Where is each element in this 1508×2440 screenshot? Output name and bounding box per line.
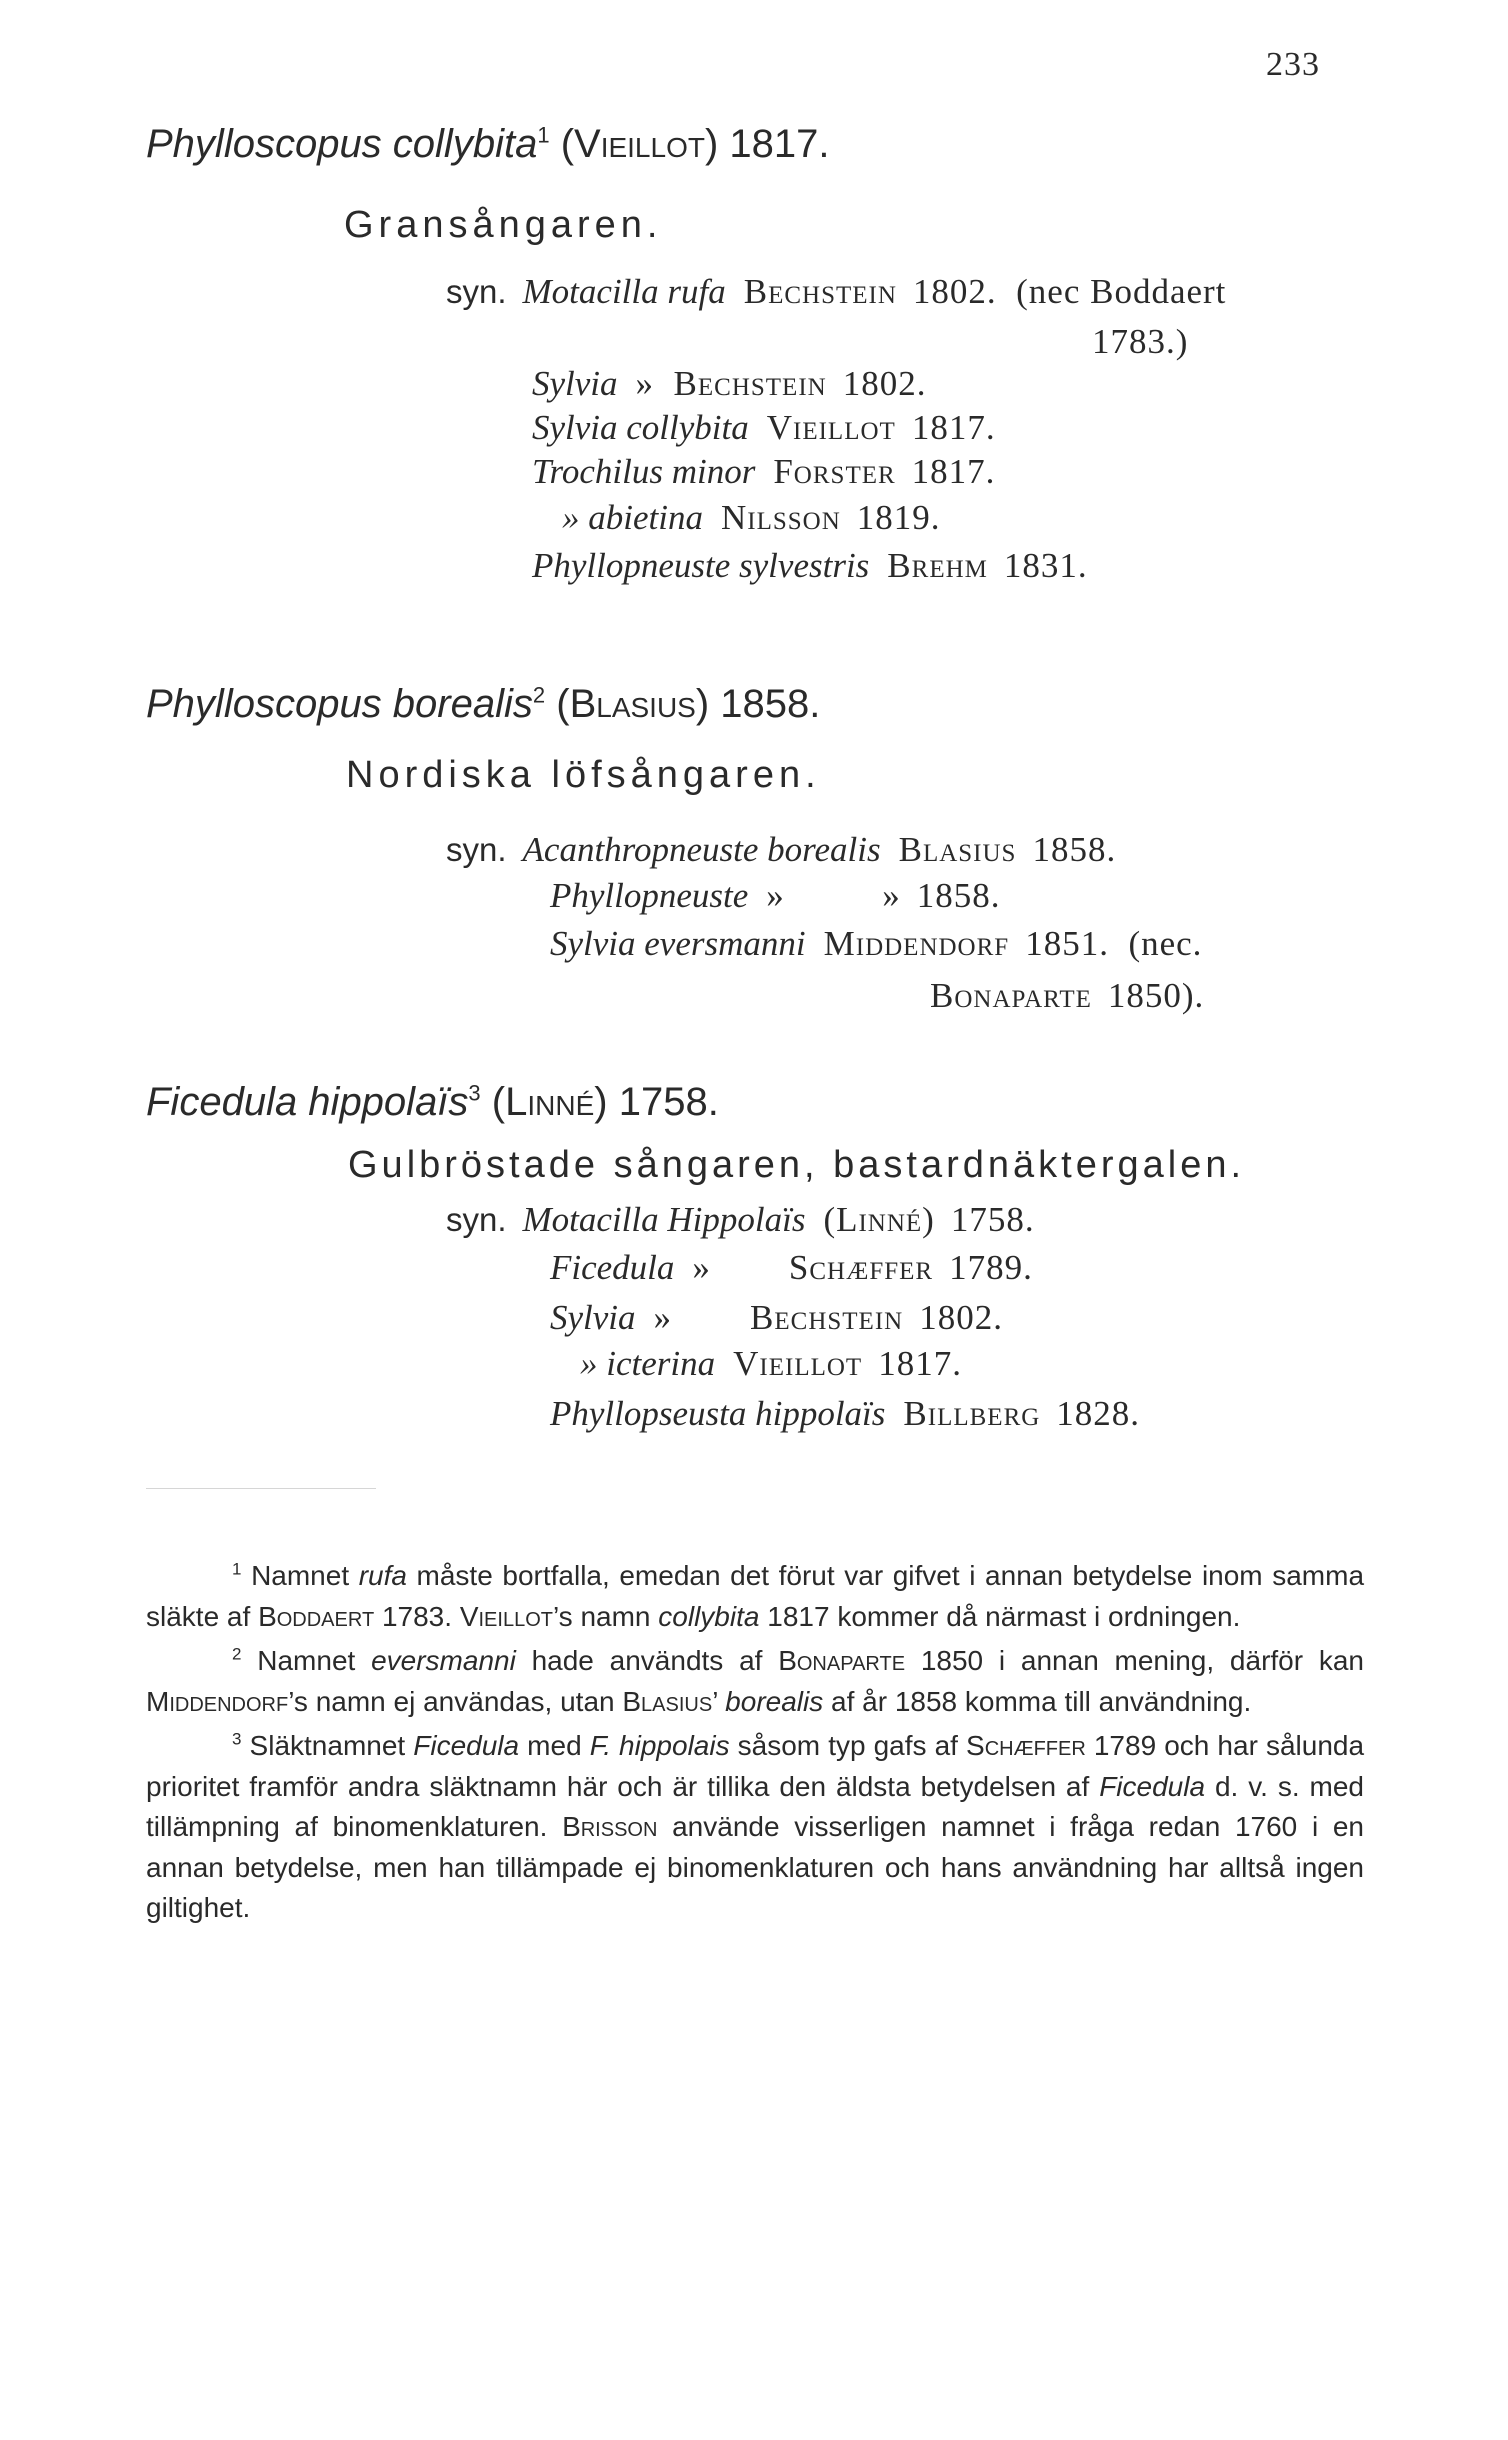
footnote-ref: 2 <box>532 682 546 708</box>
synonym-line <box>550 1394 1140 1434</box>
synonym-line <box>550 1298 1003 1338</box>
synonym-line <box>562 498 941 538</box>
synonym-author: Forster <box>773 452 896 491</box>
synonym-line <box>532 364 926 404</box>
common-name: Gransångaren. <box>344 204 663 246</box>
synonym-name: Phyllopneuste <box>550 876 749 915</box>
synonym-name: Motacilla rufa <box>522 272 726 311</box>
synonym-name: Motacilla Hippolaïs <box>522 1200 806 1239</box>
synonym-author: Vieillot <box>733 1344 863 1383</box>
synonym-name: Phyllopseusta hippolaïs <box>550 1394 886 1433</box>
synonym-year: 1802. <box>842 364 927 403</box>
footnote-text: måste bortfalla, emedan det förut var gifvet i annan betydelse inom samma släkte af <box>146 1560 1365 1632</box>
footnote-text: Ficedula <box>413 1730 520 1761</box>
footnote-text: F. hippolais <box>589 1730 730 1761</box>
footnote-text: Vieillot <box>459 1600 553 1632</box>
footnote-divider <box>146 1488 376 1489</box>
footnote-text: Brisson <box>562 1811 658 1842</box>
synonym-author: » Bechstein <box>635 364 827 403</box>
footnote-text: 1817 kommer då närmast i ordningen. <box>759 1600 1241 1632</box>
synonym-line <box>930 976 1204 1016</box>
footnote-text: borealis <box>725 1685 824 1717</box>
synonym-year: 1783.) <box>1092 322 1189 361</box>
synonym-line <box>446 830 1116 870</box>
species-author: (Linné) <box>491 1080 608 1124</box>
synonym-author: Blasius <box>898 830 1017 869</box>
species-year: 1758. <box>618 1080 719 1124</box>
footnote-text: ’ <box>712 1685 726 1717</box>
synonym-author: Bechstein <box>743 272 897 311</box>
footnote <box>146 1641 1364 1722</box>
footnote-text: hade användts af <box>515 1645 779 1676</box>
synonym-line <box>1092 322 1188 362</box>
species-author: (Blasius) <box>556 682 710 726</box>
synonym-year: 1802. <box>919 1298 1003 1337</box>
synonym-year: 1831. <box>1003 546 1088 585</box>
footnote-text: collybita <box>658 1600 760 1632</box>
footnote-number: 3 <box>232 1729 242 1749</box>
footnote-text: 1850 i annan mening, därför kan <box>905 1645 1364 1676</box>
synonym-author: Middendorf <box>823 924 1010 963</box>
synonym-line <box>532 546 1088 586</box>
footnote-text: med <box>519 1730 590 1761</box>
synonym-name: » icterina <box>580 1344 716 1383</box>
species-heading <box>146 682 820 727</box>
footnote-text: ’s namn <box>552 1600 659 1632</box>
footnote-text: Ficedula <box>1099 1770 1206 1802</box>
common-name: Gulbröstade sångaren, bastardnäktergalen. <box>348 1144 1246 1186</box>
synonym-line <box>532 408 996 448</box>
synonym-year: 1858. <box>1032 830 1117 869</box>
synonym-author: » » <box>766 876 901 915</box>
synonym-line <box>550 876 1001 916</box>
footnote-text: Namnet <box>257 1645 372 1676</box>
footnote <box>146 1556 1364 1637</box>
synonym-name: Trochilus minor <box>532 452 756 491</box>
species-name: Phylloscopus collybita <box>146 122 538 166</box>
species-name: Phylloscopus borealis <box>146 682 533 726</box>
synonym-name: Sylvia collybita <box>532 408 749 447</box>
footnote-number: 2 <box>232 1644 242 1664</box>
footnote <box>146 1726 1364 1929</box>
synonym-year: 1851. (nec. <box>1025 924 1203 963</box>
synonym-author: » Bechstein <box>653 1298 904 1337</box>
species-year: 1817. <box>729 122 830 166</box>
species-name: Ficedula hippolaïs <box>146 1080 469 1124</box>
synonym-year: 1817. <box>911 452 996 491</box>
species-heading <box>146 122 830 167</box>
footnote-text: Schæffer <box>966 1730 1086 1761</box>
footnote-text: Släktnamnet <box>249 1730 414 1761</box>
footnote-number: 1 <box>232 1559 242 1579</box>
footnote-text: Middendorf <box>146 1685 289 1717</box>
synonym-name: Sylvia <box>532 364 618 403</box>
synonym-name: Acanthropneuste borealis <box>522 830 881 869</box>
species-year: 1858. <box>720 682 821 726</box>
synonym-name: Phyllopneuste sylvestris <box>532 546 870 585</box>
synonym-line <box>550 924 1202 964</box>
synonym-label: syn. <box>446 273 507 310</box>
synonym-author: » Schæffer <box>692 1248 934 1287</box>
synonym-line <box>446 272 1226 312</box>
footnotes <box>146 1556 1364 1933</box>
synonym-label: syn. <box>446 1201 507 1238</box>
footnote-text: 1789 och har sålunda prioritet framför andra släktnamn här och är tillika den äldsta betydelsen af <box>146 1730 1365 1802</box>
synonym-author: (Linné) <box>823 1200 935 1239</box>
footnote-text: Namnet <box>251 1560 359 1591</box>
synonym-name: Ficedula <box>550 1248 675 1287</box>
synonym-year: 1858. <box>916 876 1001 915</box>
footnote-text: 1783. <box>374 1600 460 1632</box>
synonym-year: 1828. <box>1056 1394 1141 1433</box>
synonym-line <box>580 1344 962 1384</box>
footnote-text: använde visserligen namnet i fråga redan 1760 i en annan betydelse, men han tillämpade ej binomenklaturen och hans användning har alltså ingen giltighet. <box>146 1811 1364 1923</box>
synonym-author: Vieillot <box>766 408 896 447</box>
footnote-text: Bonaparte <box>778 1645 906 1676</box>
synonym-label: syn. <box>446 831 507 868</box>
footnote-text: Blasius <box>622 1685 713 1717</box>
footnote-text: Boddaert <box>258 1600 375 1632</box>
synonym-author: Nilsson <box>720 498 841 537</box>
synonym-year: 1817. <box>878 1344 962 1383</box>
synonym-name: Sylvia <box>550 1298 636 1337</box>
synonym-author: Bonaparte <box>930 976 1092 1015</box>
footnote-text: såsom typ gafs af <box>729 1730 967 1761</box>
synonym-year: 1850). <box>1107 976 1205 1015</box>
synonym-name: » abietina <box>562 498 703 537</box>
page-number: 233 <box>1266 46 1320 83</box>
synonym-author: Billberg <box>903 1394 1041 1433</box>
synonym-year: 1819. <box>856 498 941 537</box>
synonym-line <box>446 1200 1035 1240</box>
synonym-year: 1802. (nec Boddaert <box>912 272 1227 311</box>
synonym-line <box>550 1248 1033 1288</box>
footnote-text: d. v. s. med tillämpning af binomenklaturen. <box>146 1770 1364 1842</box>
synonym-author: Brehm <box>887 546 988 585</box>
footnote-text: eversmanni <box>371 1645 516 1676</box>
footnote-text: af år 1858 komma till användning. <box>823 1685 1252 1717</box>
common-name: Nordiska löfsångaren. <box>346 754 821 796</box>
synonym-year: 1817. <box>911 408 996 447</box>
footnote-text: ’s namn ej användas, utan <box>288 1685 623 1717</box>
synonym-year: 1758. <box>950 1200 1035 1239</box>
footnote-ref: 1 <box>537 122 550 148</box>
synonym-line <box>532 452 995 492</box>
synonym-name: Sylvia eversmanni <box>550 924 806 963</box>
synonym-year: 1789. <box>949 1248 1033 1287</box>
species-heading <box>146 1080 719 1125</box>
species-author: (Vieillot) <box>560 122 719 166</box>
footnote-text: rufa <box>358 1560 407 1591</box>
footnote-ref: 3 <box>468 1080 481 1106</box>
